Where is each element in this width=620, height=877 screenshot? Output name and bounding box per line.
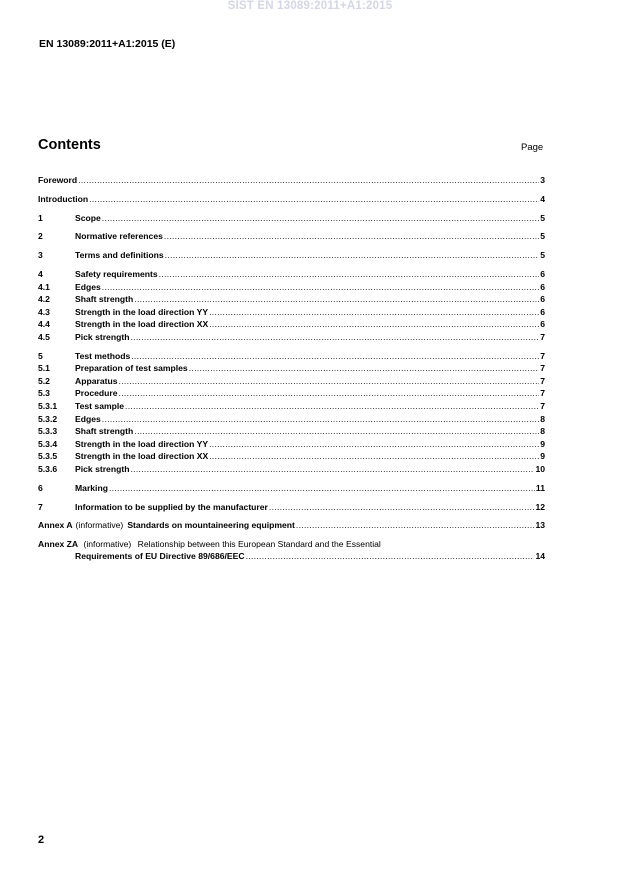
toc-leader xyxy=(119,375,540,388)
toc-number: 6 xyxy=(38,482,43,493)
toc-leader xyxy=(159,268,540,281)
toc-number: 3 xyxy=(38,250,43,261)
toc-page: 5 xyxy=(540,212,545,223)
toc-entry-5-3-1[interactable] xyxy=(38,400,545,413)
toc-entry-4-4[interactable] xyxy=(38,318,545,331)
toc-leader xyxy=(209,318,539,331)
toc-page: 8 xyxy=(540,413,545,424)
toc-title: Pick strength xyxy=(75,331,130,342)
toc-page: 7 xyxy=(540,401,545,412)
toc-page: 7 xyxy=(540,375,545,386)
toc-entry-5-3-5[interactable] xyxy=(38,450,545,463)
toc-page: 6 xyxy=(540,294,545,305)
toc-entry-5-1[interactable] xyxy=(38,362,545,375)
toc-leader xyxy=(131,350,539,363)
annex-prefix: Annex ZA xyxy=(38,539,79,550)
toc-entry-foreword[interactable] xyxy=(38,174,545,187)
toc-leader xyxy=(130,463,534,476)
toc-page: 13 xyxy=(535,520,545,531)
toc-page: 9 xyxy=(540,438,545,449)
toc-leader xyxy=(78,174,539,187)
annex-prefix: Annex A xyxy=(38,520,73,531)
toc-entry-annex-za[interactable] xyxy=(38,538,545,563)
toc-page: 7 xyxy=(540,331,545,342)
toc-entry-4[interactable] xyxy=(38,268,545,281)
toc-title: Strength in the load direction YY xyxy=(75,438,209,449)
toc-title: Shaft strength xyxy=(75,426,134,437)
toc-leader xyxy=(134,425,539,438)
toc-page: 4 xyxy=(540,193,545,204)
toc-entry-1[interactable] xyxy=(38,212,545,225)
toc-title: Edges xyxy=(75,281,101,292)
toc-leader xyxy=(89,193,539,206)
toc-leader xyxy=(209,450,539,463)
toc-leader xyxy=(269,501,535,514)
toc-number: 5 xyxy=(38,350,43,361)
toc-entry-5-3-4[interactable] xyxy=(38,438,545,451)
toc-entry-5-3-2[interactable] xyxy=(38,413,545,426)
toc-title: Pick strength xyxy=(75,464,130,474)
toc-leader xyxy=(109,482,535,495)
toc-title: Scope xyxy=(75,212,101,223)
toc-entry-7[interactable] xyxy=(38,501,545,514)
toc-title: Edges xyxy=(75,413,101,424)
toc-title: Introduction xyxy=(38,193,89,204)
toc-page: 3 xyxy=(540,175,545,185)
table-of-contents xyxy=(38,174,545,563)
toc-title: Test methods xyxy=(75,350,131,361)
toc-page: 7 xyxy=(540,350,545,361)
toc-title: Strength in the load direction XX xyxy=(75,319,209,330)
toc-entry-5-3[interactable] xyxy=(38,387,545,400)
toc-leader xyxy=(125,400,539,413)
toc-page: 8 xyxy=(540,426,545,437)
toc-leader xyxy=(209,438,539,451)
toc-entry-5-3-3[interactable] xyxy=(38,425,545,438)
toc-number: 5.3.6 xyxy=(38,464,58,474)
toc-title-line2: Requirements of EU Directive 89/686/EEC xyxy=(75,551,245,562)
toc-leader xyxy=(102,212,539,225)
page-number: 2 xyxy=(38,834,45,846)
document-id: EN 13089:2011+A1:2015 (E) xyxy=(39,38,176,50)
toc-leader xyxy=(130,331,539,344)
toc-entry-3[interactable] xyxy=(38,249,545,262)
toc-number: 4.5 xyxy=(38,331,50,342)
toc-number: 4.4 xyxy=(38,319,50,330)
toc-page: 9 xyxy=(540,451,545,462)
toc-page: 6 xyxy=(540,306,545,317)
toc-title: Terms and definitions xyxy=(75,250,164,261)
toc-number: 4 xyxy=(38,268,43,279)
toc-title: Normative references xyxy=(75,231,163,242)
toc-entry-annex-a[interactable] xyxy=(38,519,545,532)
toc-entry-4-1[interactable] xyxy=(38,281,545,294)
toc-title: Foreword xyxy=(38,175,78,185)
toc-number: 7 xyxy=(38,501,43,512)
toc-page: 7 xyxy=(540,363,545,374)
toc-title: Standards on mountaineering equipment xyxy=(127,520,295,531)
toc-title: Information to be supplied by the manufacturer xyxy=(75,501,268,512)
toc-entry-5-2[interactable] xyxy=(38,375,545,388)
toc-page: 5 xyxy=(540,231,545,242)
toc-leader xyxy=(119,387,540,400)
toc-number: 1 xyxy=(38,212,43,223)
toc-entry-4-5[interactable] xyxy=(38,331,545,344)
toc-title: Shaft strength xyxy=(75,294,134,305)
toc-page: 12 xyxy=(535,501,545,512)
toc-leader xyxy=(165,249,540,262)
toc-leader xyxy=(209,306,539,319)
toc-leader xyxy=(246,550,535,563)
toc-entry-4-3[interactable] xyxy=(38,306,545,319)
toc-number: 5.3 xyxy=(38,388,50,399)
toc-title: Preparation of test samples xyxy=(75,363,188,374)
page-column-label: Page xyxy=(521,142,544,153)
toc-title: Strength in the load direction XX xyxy=(75,451,209,462)
toc-number: 4.2 xyxy=(38,294,50,305)
toc-page: 5 xyxy=(540,250,545,261)
toc-page: 6 xyxy=(540,281,545,292)
toc-page: 10 xyxy=(535,464,545,474)
toc-title: Strength in the load direction YY xyxy=(75,306,209,317)
toc-title: Procedure xyxy=(75,388,118,399)
toc-number: 5.1 xyxy=(38,363,50,374)
toc-number: 5.3.5 xyxy=(38,451,58,462)
toc-title: Safety requirements xyxy=(75,268,158,279)
toc-number: 4.1 xyxy=(38,281,50,292)
toc-leader xyxy=(134,293,539,306)
toc-number: 5.2 xyxy=(38,375,50,386)
toc-leader xyxy=(164,230,539,243)
toc-number: 2 xyxy=(38,231,43,242)
toc-number: 4.3 xyxy=(38,306,50,317)
annex-informative-label: (informative) xyxy=(75,520,124,531)
toc-entry-introduction[interactable] xyxy=(38,193,545,206)
toc-number: 5.3.2 xyxy=(38,413,58,424)
toc-leader xyxy=(296,519,535,532)
watermark: SIST EN 13089:2011+A1:2015 xyxy=(227,0,393,12)
toc-page: 14 xyxy=(535,551,545,562)
toc-page: 11 xyxy=(535,482,545,493)
toc-page: 7 xyxy=(540,388,545,399)
toc-title-line1: Relationship between this European Standard and the Essential xyxy=(137,539,381,550)
toc-title: Marking xyxy=(75,482,108,493)
toc-entry-5-3-6[interactable] xyxy=(38,463,545,476)
toc-title: Apparatus xyxy=(75,375,118,386)
toc-number: 5.3.3 xyxy=(38,426,58,437)
toc-page: 6 xyxy=(540,319,545,330)
toc-leader xyxy=(102,281,539,294)
toc-page: 6 xyxy=(540,268,545,279)
annex-informative-label: (informative) xyxy=(83,539,132,550)
contents-title: Contents xyxy=(38,137,101,153)
toc-leader xyxy=(102,413,539,426)
toc-title: Test sample xyxy=(75,401,125,412)
toc-entry-4-2[interactable] xyxy=(38,293,545,306)
toc-leader xyxy=(189,362,540,375)
toc-entry-2[interactable] xyxy=(38,230,545,243)
toc-entry-5[interactable] xyxy=(38,350,545,363)
toc-entry-6[interactable] xyxy=(38,482,545,495)
toc-number: 5.3.4 xyxy=(38,438,58,449)
toc-number: 5.3.1 xyxy=(38,401,58,412)
